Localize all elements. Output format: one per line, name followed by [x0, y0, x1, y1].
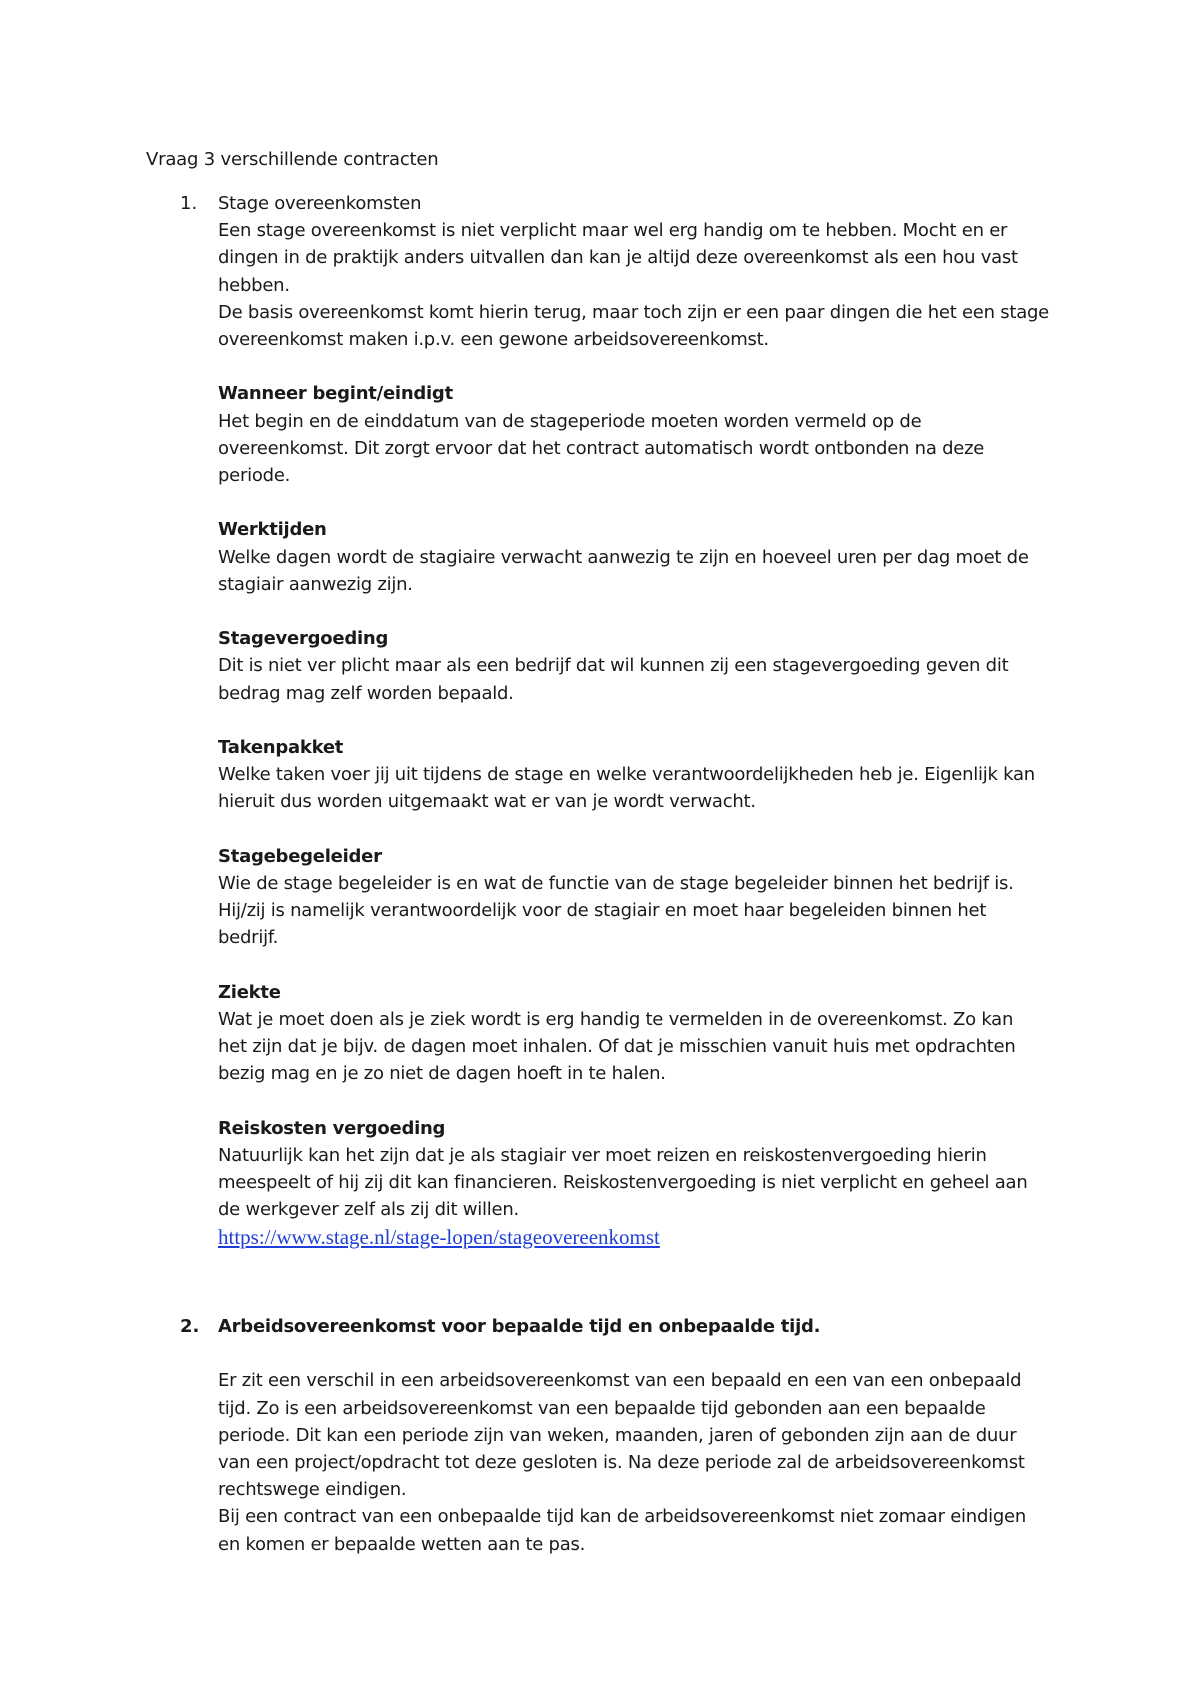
paragraph-line: overeenkomst. Dit zorgt ervoor dat het contract automatisch wordt ontbonden na deze — [218, 437, 985, 459]
item-heading: Arbeidsovereenkomst voor bepaalde tijd en onbepaalde tijd. — [218, 1316, 821, 1337]
section-heading-takenpakket: Takenpakket — [218, 737, 344, 758]
paragraph-line: dingen in de praktijk anders uitvallen dan kan je altijd deze overeenkomst als een hou vast — [218, 247, 1018, 269]
paragraph-line: bedrijf. — [218, 927, 279, 949]
section-heading-reiskosten: Reiskosten vergoeding — [218, 1117, 446, 1139]
paragraph-line: het zijn dat je bijv. de dagen moet inhalen. Of dat je misschien vanuit huis met opdrachten — [218, 1036, 1016, 1058]
list-number-2: 2. — [180, 1316, 200, 1337]
list-number-1: 1. — [180, 193, 198, 214]
source-link[interactable]: https://www.stage.nl/stage-lopen/stageovereenkomst — [218, 1224, 660, 1249]
section-heading-werktijden: Werktijden — [218, 519, 327, 541]
section-heading-ziekte: Ziekte — [218, 981, 281, 1003]
paragraph-line: van een project/opdracht tot deze gesloten is. Na deze periode zal de arbeidsovereenkomst — [218, 1452, 1025, 1473]
paragraph-line: meespeelt of hij zij dit kan financieren. Reiskostenvergoeding is niet verplicht en geheel aan — [218, 1172, 1028, 1194]
section-heading-wanneer: Wanneer begint/eindigt — [218, 383, 453, 405]
paragraph-line: hebben. — [218, 274, 290, 296]
paragraph-line: Wie de stage begeleider is en wat de functie van de stage begeleider binnen het bedrijf is. — [218, 873, 1014, 894]
paragraph-line: periode. — [218, 465, 291, 487]
paragraph-line: bedrag mag zelf worden bepaald. — [218, 682, 514, 704]
item-stage-overeenkomsten — [218, 190, 1078, 1252]
paragraph-line: en komen er bepaalde wetten aan te pas. — [218, 1533, 586, 1555]
section-heading-stagevergoeding: Stagevergoeding — [218, 628, 389, 650]
paragraph-line: Wat je moet doen als je ziek wordt is erg handig te vermelden in de overeenkomst. Zo kan — [218, 1009, 1014, 1030]
paragraph-line: overeenkomst maken i.p.v. een gewone arbeidsovereenkomst. — [218, 329, 769, 351]
item-heading: Stage overeenkomsten — [218, 193, 422, 214]
paragraph-line: Bij een contract van een onbepaalde tijd kan de arbeidsovereenkomst niet zomaar eindigen — [218, 1506, 1027, 1528]
paragraph-line: Hij/zij is namelijk verantwoordelijk voor de stagiair en moet haar begeleiden binnen het — [218, 900, 987, 922]
paragraph-line: Het begin en de einddatum van de stageperiode moeten worden vermeld op de — [218, 410, 922, 432]
paragraph-line: Een stage overeenkomst is niet verplicht maar wel erg handig om te hebben. Mocht en er — [218, 220, 1008, 242]
paragraph-line: periode. Dit kan een periode zijn van weken, maanden, jaren of gebonden zijn aan de duur — [218, 1424, 1017, 1446]
paragraph-line: Natuurlijk kan het zijn dat je als stagiair ver moet reizen en reiskostenvergoeding hierin — [218, 1145, 987, 1166]
paragraph-line: De basis overeenkomst komt hierin terug, maar toch zijn er een paar dingen die het een stage — [218, 301, 1049, 323]
paragraph-line: Er zit een verschil in een arbeidsovereenkomst van een bepaald en een van een onbepaald — [218, 1370, 1022, 1392]
paragraph-line: de werkgever zelf als zij dit willen. — [218, 1199, 519, 1221]
paragraph-line: Welke dagen wordt de stagiaire verwacht aanwezig te zijn en hoeveel uren per dag moet de — [218, 546, 1029, 568]
paragraph-line: Welke taken voer jij uit tijdens de stage en welke verantwoordelijkheden heb je. Eigenlijk kan — [218, 764, 1035, 786]
paragraph-line: bezig mag en je zo niet de dagen hoeft in te halen. — [218, 1063, 666, 1085]
item-arbeidsovereenkomst — [218, 1313, 1078, 1558]
paragraph-line: hieruit dus worden uitgemaakt wat er van je wordt verwacht. — [218, 791, 756, 813]
paragraph-line: tijd. Zo is een arbeidsovereenkomst van een bepaalde tijd gebonden aan een bepaalde — [218, 1397, 986, 1419]
document-title: Vraag 3 verschillende contracten — [146, 149, 439, 170]
paragraph-line: rechtswege eindigen. — [218, 1479, 407, 1501]
paragraph-line: Dit is niet ver plicht maar als een bedrijf dat wil kunnen zij een stagevergoeding geven dit — [218, 655, 1009, 677]
section-heading-stagebegeleider: Stagebegeleider — [218, 845, 382, 867]
paragraph-line: stagiair aanwezig zijn. — [218, 573, 413, 595]
